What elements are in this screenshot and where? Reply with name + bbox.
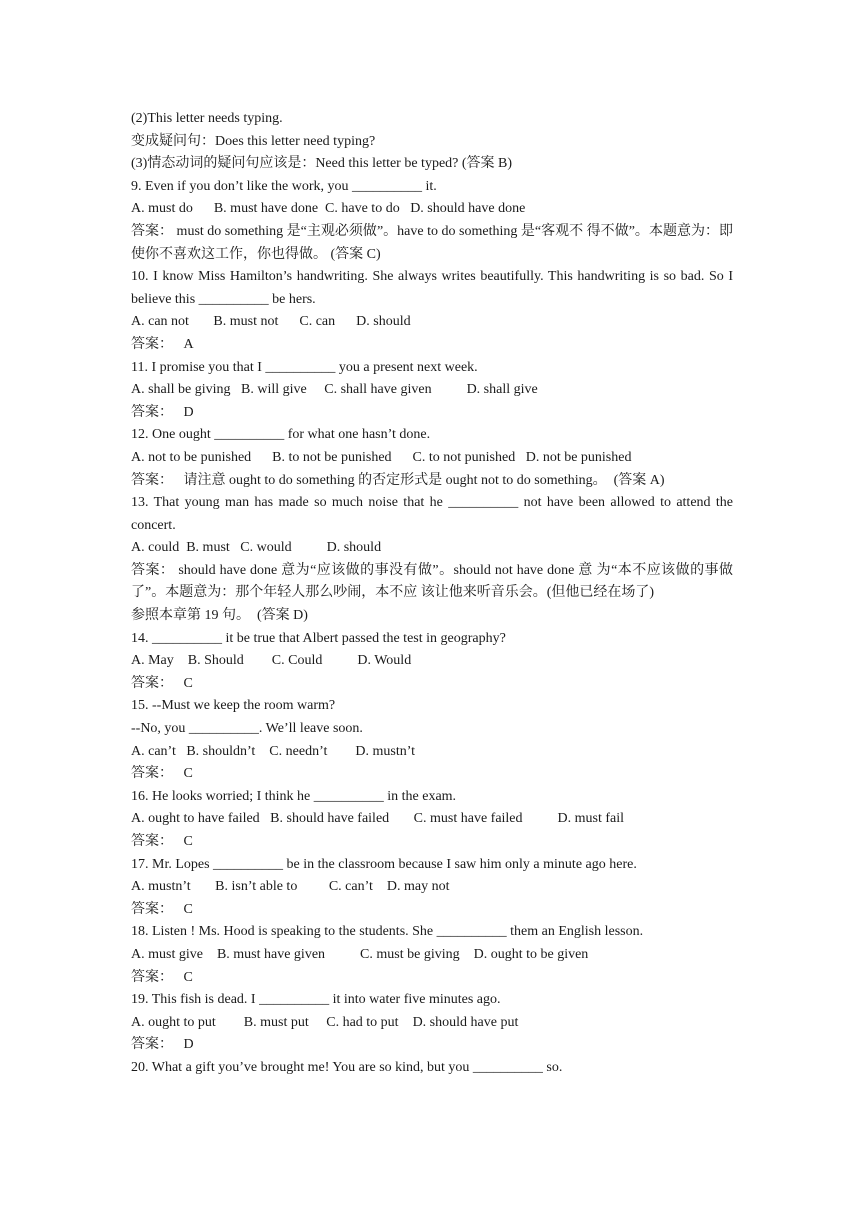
- text-line: 19. This fish is dead. I __________ it into water five minutes ago.: [131, 992, 501, 1008]
- text-line: (3)情态动词的疑问句应该是：Need this letter be typed? (答案 B): [131, 156, 513, 172]
- text-line: A. could B. must C. would D. should: [131, 540, 382, 556]
- text-line: A. ought to put B. must put C. had to put D. should have put: [131, 1014, 519, 1030]
- text-line: 13. That young man has made so much noise that he __________ not have been allowed to attend the concert.: [131, 495, 733, 533]
- text-line: 11. I promise you that I __________ you a present next week.: [131, 359, 478, 375]
- text-line: 12. One ought __________ for what one hasn’t done.: [131, 427, 431, 443]
- text-line: 答案： must do something 是“主观必须做”。have to do something 是“客观不 得不做”。本题意为：即使你不喜欢这工作，你也得做。 (答案 C): [131, 223, 733, 262]
- text-line: 答案： D: [131, 1037, 194, 1053]
- text-line: A. mustn’t B. isn’t able to C. can’t D. may not: [131, 879, 450, 895]
- text-line: A. must give B. must have given C. must be giving D. ought to be given: [131, 946, 589, 962]
- text-line: A. May B. Should C. Could D. Would: [131, 653, 412, 669]
- text-line: 答案： 请注意 ought to do something 的否定形式是 ought not to do something。 (答案 A): [131, 472, 665, 488]
- text-line: A. must do B. must have done C. have to do D. should have done: [131, 201, 526, 217]
- text-line: 变成疑问句：Does this letter need typing?: [131, 133, 376, 149]
- text-line: 18. Listen ! Ms. Hood is speaking to the students. She __________ them an English lesson.: [131, 924, 644, 940]
- text-line: 9. Even if you don’t like the work, you __________ it.: [131, 178, 437, 194]
- text-line: 答案： C: [131, 834, 193, 849]
- text-line: A. shall be giving B. will give C. shall have given D. shall give: [131, 382, 538, 398]
- text-line: (2)This letter needs typing.: [131, 111, 283, 126]
- text-line: 14. __________ it be true that Albert passed the test in geography?: [131, 630, 506, 646]
- text-line: 15. --Must we keep the room warm?: [131, 698, 336, 714]
- text-line: 20. What a gift you’ve brought me! You are so kind, but you __________ so.: [131, 1059, 563, 1075]
- text-line: --No, you __________. We’ll leave soon.: [131, 721, 363, 737]
- text-line: 答案： C: [131, 675, 193, 691]
- text-line: A. not to be punished B. to not be punished C. to not punished D. not be punished: [131, 449, 632, 465]
- document-page: [131, 108, 733, 1080]
- text-line: 16. He looks worried; I think he __________ in the exam.: [131, 788, 457, 804]
- text-line: A. can’t B. shouldn’t C. needn’t D. mustn’t: [131, 743, 416, 759]
- text-line: 10. I know Miss Hamilton’s handwriting. She always writes beautifully. This handwriting is so bad. So I believe this __________ be hers.: [131, 269, 733, 307]
- text-line: 参照本章第 19 句。 (答案 D): [131, 608, 308, 624]
- text-line: 答案： C: [131, 901, 193, 917]
- text-line: 答案： should have done 意为“应该做的事没有做”。should not have done 意 为“本不应该做的事做了”。本题意为：那个年轻人那么吵闹，本不应 该让他来听音乐会。(但他已经在场了): [131, 562, 733, 601]
- text-line: 答案： C: [131, 969, 193, 985]
- text-line: A. can not B. must not C. can D. should: [131, 314, 411, 330]
- text-line: 答案： A: [131, 336, 194, 352]
- text-line: 17. Mr. Lopes __________ be in the classroom because I saw him only a minute ago here.: [131, 856, 637, 872]
- text-line: 答案： C: [131, 766, 193, 782]
- text-line: A. ought to have failed B. should have failed C. must have failed D. must fail: [131, 811, 625, 827]
- text-line: 答案： D: [131, 404, 194, 420]
